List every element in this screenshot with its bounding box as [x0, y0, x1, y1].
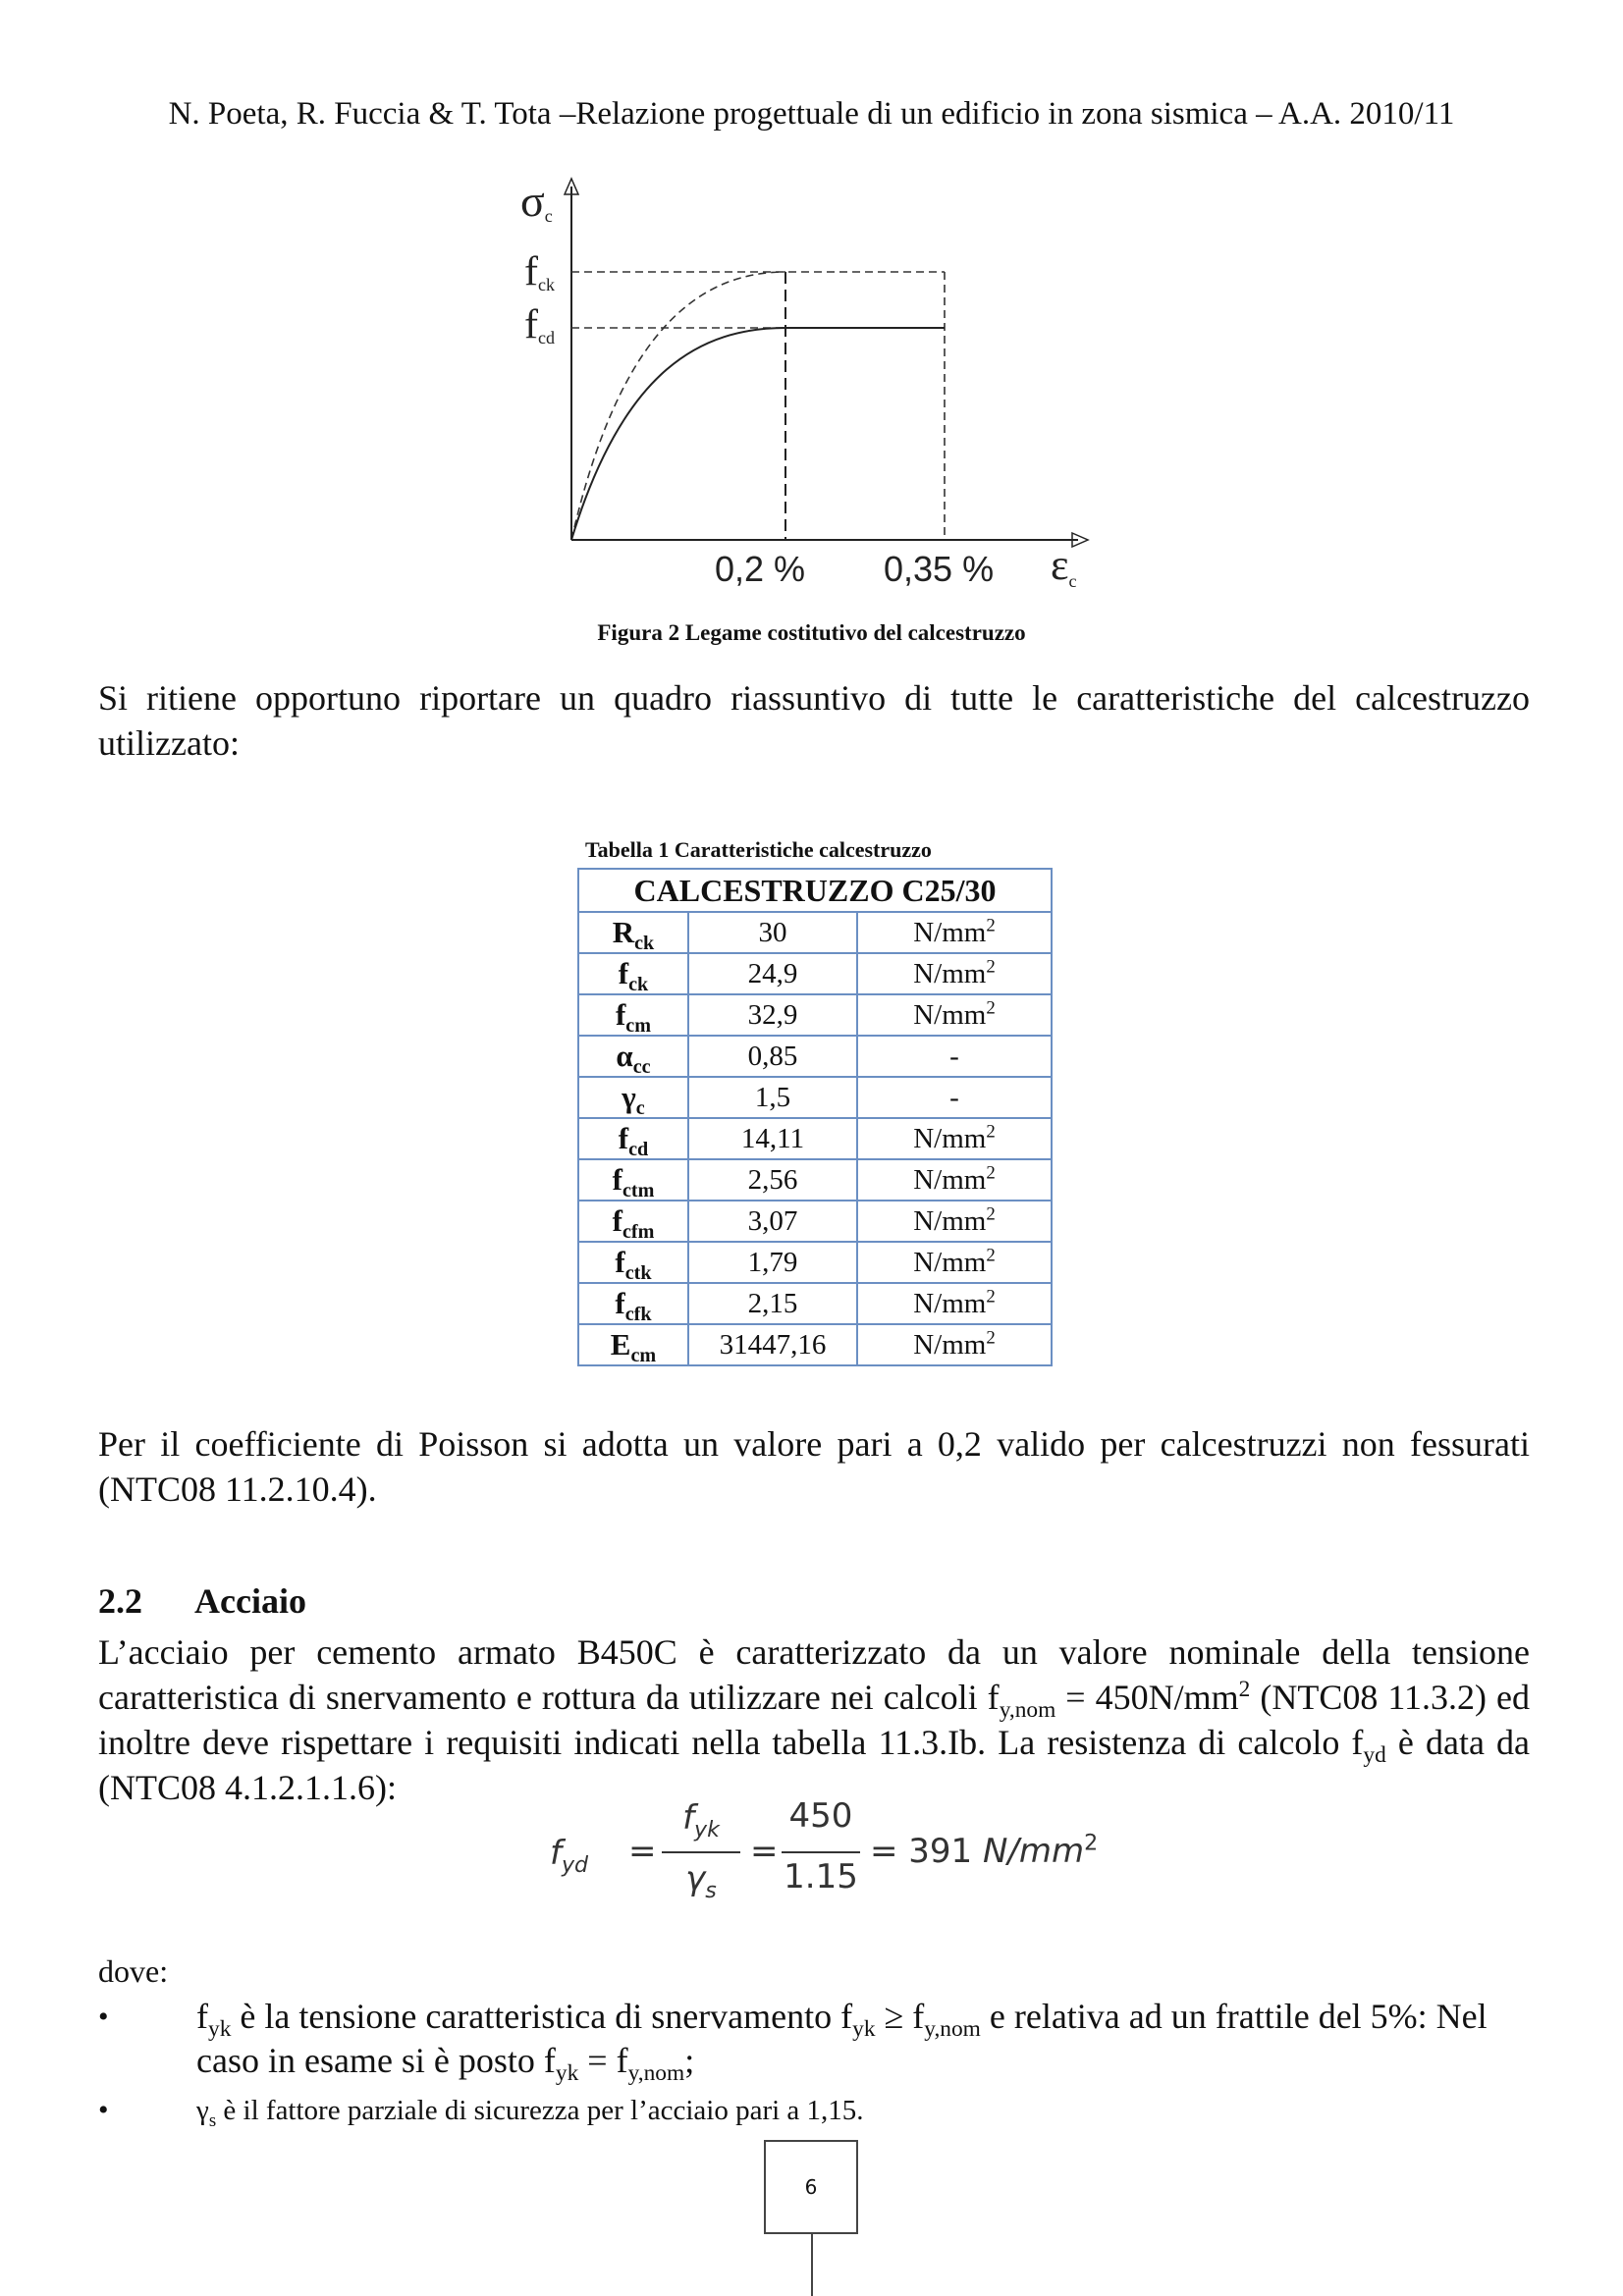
unit-cell: - [857, 1036, 1052, 1077]
value-cell: 2,15 [688, 1283, 857, 1324]
page-header: N. Poeta, R. Fuccia & T. Tota –Relazione progettuale di un edificio in zona sismica – A.A. 2010/11 [168, 96, 1455, 132]
formula-den1: $\gamma_s$ [685, 1859, 717, 1903]
symbol-cell: $f_{cfk}$ [578, 1283, 688, 1324]
symbol-cell: $\gamma_c$ [578, 1077, 688, 1118]
value-cell: 0,85 [688, 1036, 857, 1077]
table-row [578, 1242, 1052, 1283]
symbol-cell: $E_{cm}$ [578, 1324, 688, 1365]
value-cell: 24,9 [688, 953, 857, 994]
poisson-paragraph: Per il coefficiente di Poisson si adotta un valore pari a 0,2 valido per calcestruzzi non fessurati (NTC08 11.2.10.4). [98, 1424, 1530, 1509]
table-row [578, 953, 1052, 994]
symbol-cell: $f_{cm}$ [578, 994, 688, 1036]
unit-cell: $N/mm^2$ [857, 1242, 1052, 1283]
table-row [578, 1324, 1052, 1365]
value-cell: 31447,16 [688, 1324, 857, 1365]
value-cell: 1,5 [688, 1077, 857, 1118]
x-tick-02: 0,2 % [715, 549, 806, 589]
symbol-cell: $f_{cd}$ [578, 1118, 688, 1159]
formula-num2: 450 [788, 1796, 853, 1836]
concrete-properties-table [577, 868, 1053, 1366]
table-row [578, 1036, 1052, 1077]
sigma-label: σc [520, 177, 553, 226]
value-cell: 3,07 [688, 1201, 857, 1242]
unit-cell: $N/mm^2$ [857, 953, 1052, 994]
section-number: 2.2 [98, 1581, 142, 1621]
formula-den2: 1.15 [784, 1857, 858, 1896]
bullet-dot: • [98, 2094, 109, 2126]
unit-cell: $N/mm^2$ [857, 912, 1052, 953]
value-cell: 1,79 [688, 1242, 857, 1283]
acciaio-paragraph: L’acciaio per cemento armato B450C è caratterizzato da un valore nominale della tensione caratteristica di snervamento e rottura da utilizzare nei calcoli $f_{y,nom} = 450N/mm^2$ (NTC08 11.3.2) ed inoltre deve rispettare i requisiti indicati nella tabella 11.3.Ib. La resistenza di calcolo $f_{yd}$ è data da (NTC08 4.1.2.1.1.6): [98, 1632, 1531, 1807]
formula-fraction-line-2 [782, 1851, 860, 1853]
table-row [578, 1159, 1052, 1201]
page-number-line [811, 2234, 813, 2296]
unit-cell: $N/mm^2$ [857, 1201, 1052, 1242]
formula-eq1: = [628, 1832, 657, 1871]
value-cell: 14,11 [688, 1118, 857, 1159]
formula-eq2: = [750, 1832, 779, 1871]
table-row [578, 1077, 1052, 1118]
table-body [578, 912, 1052, 1365]
intro-paragraph: Si ritiene opportuno riportare un quadro riassuntivo di tutte le caratteristiche del calcestruzzo utilizzato: [98, 678, 1530, 763]
unit-cell: $N/mm^2$ [857, 1283, 1052, 1324]
x-tick-035: 0,35 % [884, 549, 995, 589]
table-row [578, 994, 1052, 1036]
table-row [578, 1283, 1052, 1324]
formula-fraction-line-1 [662, 1851, 740, 1853]
formula-lhs: $f_{yd}$ [550, 1834, 589, 1878]
page-number: 6 [764, 2140, 858, 2234]
unit-cell: - [857, 1077, 1052, 1118]
fck-label: fck [524, 249, 555, 294]
table-title: CALCESTRUZZO C25/30 [578, 869, 1052, 912]
value-cell: 32,9 [688, 994, 857, 1036]
formula-num1: $f_{yk}$ [682, 1798, 720, 1842]
bullet-dot: • [98, 2001, 109, 2033]
fcd-curve [571, 328, 785, 540]
symbol-cell: $f_{cfm}$ [578, 1201, 688, 1242]
table-row [578, 912, 1052, 953]
table-row [578, 1118, 1052, 1159]
unit-cell: $N/mm^2$ [857, 994, 1052, 1036]
unit-cell: $N/mm^2$ [857, 1324, 1052, 1365]
table-row [578, 1201, 1052, 1242]
table-title-row [578, 869, 1052, 912]
fck-curve [571, 272, 785, 540]
symbol-cell: $R_{ck}$ [578, 912, 688, 953]
unit-cell: $N/mm^2$ [857, 1118, 1052, 1159]
value-cell: 30 [688, 912, 857, 953]
dove-label: dove: [98, 1953, 169, 1989]
value-cell: 2,56 [688, 1159, 857, 1201]
fyd-formula [550, 1796, 1100, 1914]
unit-cell: $N/mm^2$ [857, 1159, 1052, 1201]
table-caption: Tabella 1 Caratteristiche calcestruzzo [585, 837, 932, 862]
fcd-label: fcd [524, 302, 555, 347]
symbol-cell: $f_{ck}$ [578, 953, 688, 994]
stress-strain-figure [511, 177, 1100, 599]
symbol-cell: $\alpha_{cc}$ [578, 1036, 688, 1077]
epsilon-label: εc [1051, 541, 1077, 591]
bullet-fyk-text: $f_{yk}$ è la tensione caratteristica di snervamento $f_{yk} \ge f_{y,nom}$ e relativa ad un frattile del 5%: Nel caso in esame si è posto $f_{yk} = f_{y,nom}$; [196, 1997, 1488, 2087]
figure-caption: Figura 2 Legame costitutivo del calcestruzzo [597, 620, 1026, 645]
section-heading [98, 1580, 306, 1622]
symbol-cell: $f_{ctm}$ [578, 1159, 688, 1201]
symbol-cell: $f_{ctk}$ [578, 1242, 688, 1283]
bullet-gamma-s-text: $\gamma_s$ è il fattore parziale di sicurezza per l’acciaio pari a 1,15. [196, 2095, 864, 2131]
section-title: Acciaio [194, 1581, 306, 1621]
formula-result: = 391 $N/mm^2$ [870, 1830, 1099, 1871]
